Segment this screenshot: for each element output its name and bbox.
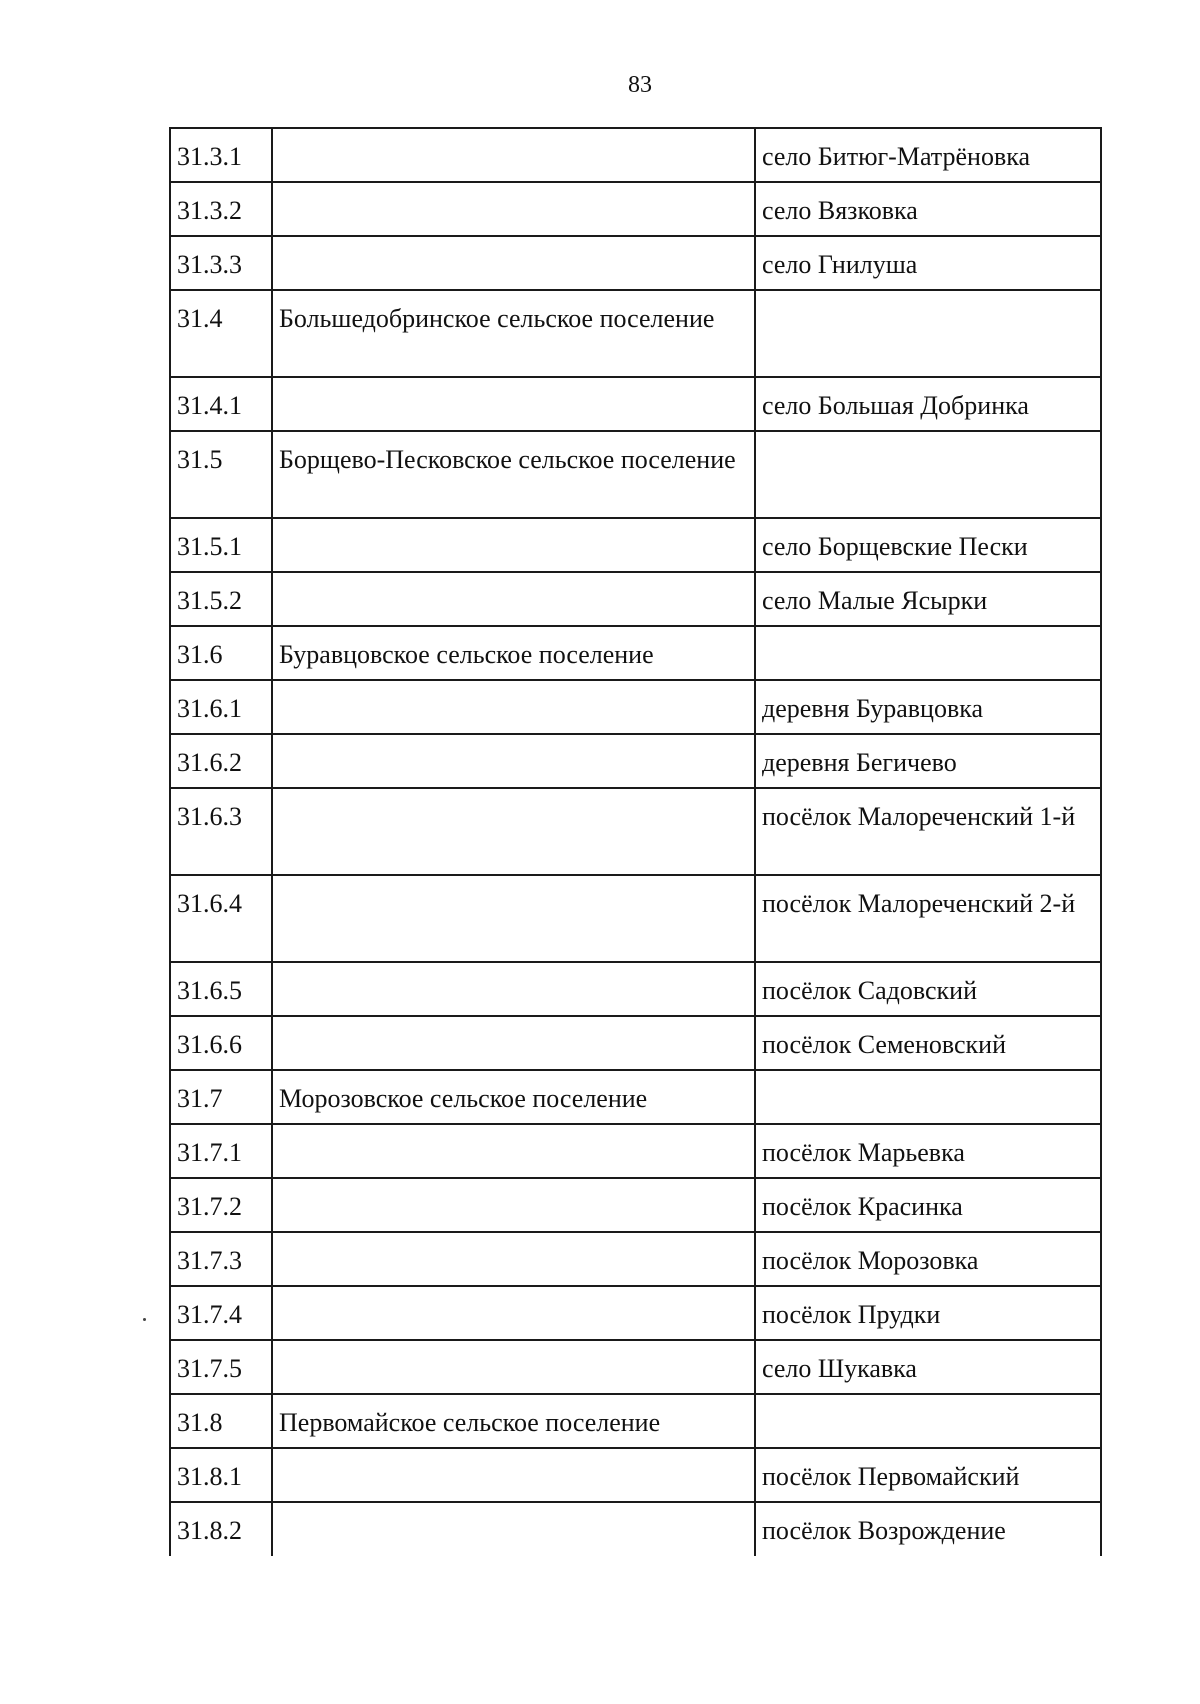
row-code: 31.3.1 [170, 128, 272, 182]
row-settlement [272, 128, 755, 182]
table-row [170, 236, 1101, 290]
row-locality [755, 1394, 1101, 1448]
row-locality: село Малые Ясырки [755, 572, 1101, 626]
row-locality [755, 626, 1101, 680]
row-code: 31.7.5 [170, 1340, 272, 1394]
row-settlement: Борщево-Песковское сельское поселение [272, 431, 755, 518]
row-code: 31.5.1 [170, 518, 272, 572]
row-code: 31.6.6 [170, 1016, 272, 1070]
row-code: 31.6.3 [170, 788, 272, 875]
table-row [170, 875, 1101, 962]
table-row [170, 182, 1101, 236]
row-settlement [272, 236, 755, 290]
row-code: 31.7.4 [170, 1286, 272, 1340]
settlements-table [169, 127, 1102, 1556]
table-row [170, 431, 1101, 518]
row-locality: село Битюг-Матрёновка [755, 128, 1101, 182]
row-code: 31.7 [170, 1070, 272, 1124]
table-row [170, 680, 1101, 734]
row-settlement: Буравцовское сельское поселение [272, 626, 755, 680]
row-code: 31.7.3 [170, 1232, 272, 1286]
row-settlement: Первомайское сельское поселение [272, 1394, 755, 1448]
row-locality: посёлок Возрождение [755, 1502, 1101, 1556]
row-locality: село Гнилуша [755, 236, 1101, 290]
row-settlement [272, 1232, 755, 1286]
row-code: 31.3.2 [170, 182, 272, 236]
table-row [170, 1448, 1101, 1502]
table-row [170, 788, 1101, 875]
table-row [170, 377, 1101, 431]
table-row [170, 572, 1101, 626]
row-settlement: Морозовское сельское поселение [272, 1070, 755, 1124]
row-code: 31.8 [170, 1394, 272, 1448]
row-settlement [272, 1124, 755, 1178]
row-settlement [272, 875, 755, 962]
row-settlement [272, 572, 755, 626]
table-row [170, 290, 1101, 377]
table-body [170, 128, 1101, 1556]
row-locality: село Шукавка [755, 1340, 1101, 1394]
table-row [170, 1124, 1101, 1178]
row-code: 31.5 [170, 431, 272, 518]
row-locality: село Большая Добринка [755, 377, 1101, 431]
row-locality: село Вязковка [755, 182, 1101, 236]
row-code: 31.7.1 [170, 1124, 272, 1178]
row-code: 31.8.1 [170, 1448, 272, 1502]
table-row [170, 1070, 1101, 1124]
row-locality [755, 431, 1101, 518]
row-code: 31.6.1 [170, 680, 272, 734]
row-code: 31.6 [170, 626, 272, 680]
scan-speck [143, 1318, 146, 1321]
row-settlement [272, 1016, 755, 1070]
table-row [170, 626, 1101, 680]
row-locality: посёлок Красинка [755, 1178, 1101, 1232]
table-row [170, 962, 1101, 1016]
row-settlement [272, 377, 755, 431]
table-row [170, 1394, 1101, 1448]
table-row [170, 1016, 1101, 1070]
row-code: 31.4 [170, 290, 272, 377]
row-settlement [272, 734, 755, 788]
row-code: 31.5.2 [170, 572, 272, 626]
row-code: 31.6.2 [170, 734, 272, 788]
row-locality: посёлок Малореченский 1-й [755, 788, 1101, 875]
row-code: 31.4.1 [170, 377, 272, 431]
row-code: 31.6.4 [170, 875, 272, 962]
row-code: 31.6.5 [170, 962, 272, 1016]
row-locality: деревня Бегичево [755, 734, 1101, 788]
row-locality: деревня Буравцовка [755, 680, 1101, 734]
page-number: 83 [628, 72, 652, 98]
row-code: 31.8.2 [170, 1502, 272, 1556]
row-settlement [272, 1178, 755, 1232]
row-locality [755, 290, 1101, 377]
table-row [170, 518, 1101, 572]
row-settlement [272, 962, 755, 1016]
row-settlement [272, 680, 755, 734]
row-settlement [272, 1286, 755, 1340]
table-row [170, 734, 1101, 788]
table-row [170, 1178, 1101, 1232]
row-locality: посёлок Малореченский 2-й [755, 875, 1101, 962]
row-locality: посёлок Прудки [755, 1286, 1101, 1340]
row-code: 31.7.2 [170, 1178, 272, 1232]
row-settlement [272, 1340, 755, 1394]
row-settlement [272, 518, 755, 572]
row-locality: посёлок Марьевка [755, 1124, 1101, 1178]
table-row [170, 1340, 1101, 1394]
table-row [170, 1502, 1101, 1556]
table-row [170, 1286, 1101, 1340]
table-row [170, 1232, 1101, 1286]
row-locality: село Борщевские Пески [755, 518, 1101, 572]
row-settlement [272, 1502, 755, 1556]
row-settlement [272, 788, 755, 875]
row-settlement [272, 1448, 755, 1502]
row-locality: посёлок Морозовка [755, 1232, 1101, 1286]
row-locality: посёлок Садовский [755, 962, 1101, 1016]
row-settlement [272, 182, 755, 236]
row-locality: посёлок Семеновский [755, 1016, 1101, 1070]
row-locality: посёлок Первомайский [755, 1448, 1101, 1502]
row-settlement: Большедобринское сельское поселение [272, 290, 755, 377]
row-code: 31.3.3 [170, 236, 272, 290]
row-locality [755, 1070, 1101, 1124]
table-row [170, 128, 1101, 182]
